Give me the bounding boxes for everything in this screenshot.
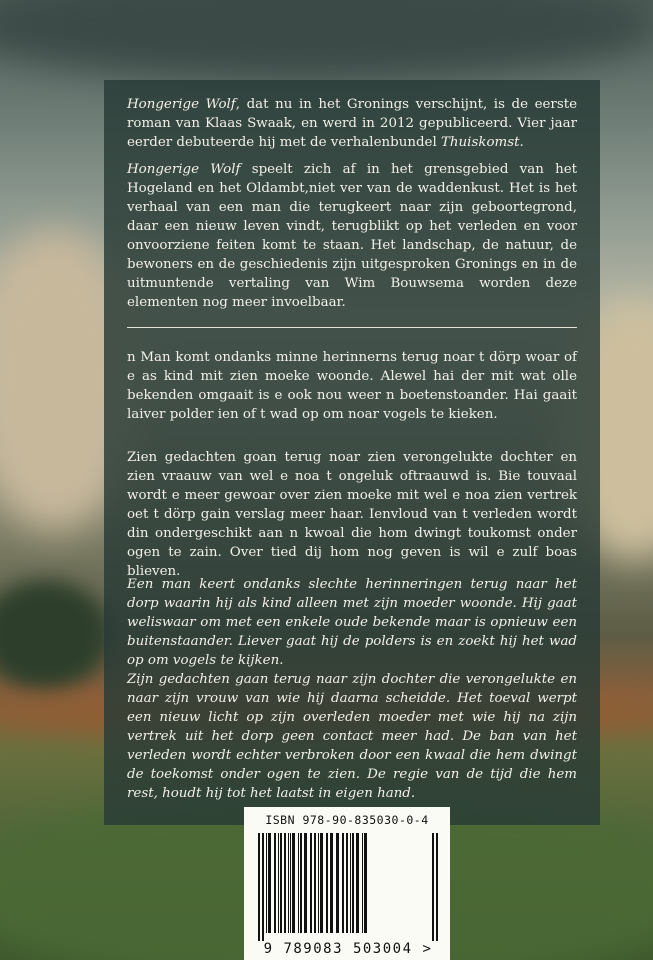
barcode-block [244,807,450,960]
barcode-bar [432,833,434,941]
intro-run: Hongerige Wolf [127,97,236,112]
barcode-bar [314,833,316,933]
intro-run: , dat nu in het Gronings verschijnt, is de eerste roman van Klaas Swaak, en werd in 2012 gepubliceerd. Vier jaar eerder debuteerde hij met de verhalenbundel [127,97,578,150]
barcode-bar [336,833,339,933]
barcode-bar [346,833,348,933]
barcode-bar [356,833,359,933]
barcode-bar [330,833,333,933]
barcode-bar [288,833,289,933]
gronings-paragraph-1: n Man komt ondanks minne herinnerns terug noar t dörp woar of e as kind mit zien moeke woonde. Alewel hai der mit wat olle bekenden omgaait is e ook nou weer n boetenstoander. Hai gaait laiver polder ien of t wad op om noar vogels te kieken. [127,350,577,422]
barcode-bar [284,833,286,933]
tree-silhouette [0,580,110,690]
barcode-bar [262,833,264,941]
barcode-bar [268,833,271,933]
intro-run: speelt zich af in het grensgebied van het Hogeland en het Oldambt,niet ver van de waddenkust. Het is het verhaal van een man die terugkeert naar zijn geboortegrond, daar een nieuw leven vindt, terugblikt op het verleden en voor onvoorziene feiten komt te staan. Het landschap, de natuur, de bewoners en de geschiedenis zijn uitgesproken Gronings en in de uitmuntende vertaling van Wim Bouwsema worden deze elementen nog meer invoelbaar. [127,162,578,310]
barcode-bar [436,833,438,941]
barcode-bar [352,833,354,933]
divider-line [127,327,577,328]
barcode-bar [362,833,363,933]
dutch-paragraph-2: Zijn gedachten gaan terug naar zijn dochter die verongelukte en naar zijn vrouw van wie hij daarna scheidde. Het toeval werpt een nieuw licht op zijn overleden moeder met wie hij na zijn vertrek uit het dorp geen contact meer had. De ban van het verleden wordt echter verbroken door een kwaal die hem dwingt de toekomst onder ogen te zien. De regie van de tijd die hem rest, houdt hij tot het laatst in eigen hand. [127,672,577,801]
barcode-bar [320,833,323,933]
barcode-bar [326,833,328,933]
gronings-paragraph-2: Zien gedachten goan terug noar zien verongelukte dochter en zien vraauw van wel e noa t ongeluk oftraauwd is. Bie touvaal wordt e meer gewoar over zien moeke mit wel e noa zien vertrek oet t dörp gain verslag meer haar. Ienvloud van t verleden wordt din ondergeschikt aan n kwoal die hom dwingt toukomst onder ogen te zain. Over tied dij hom nog geven is wil e zulf boas blieven. [127,450,577,579]
intro-run: Hongerige Wolf [127,162,241,177]
isbn-label: ISBN 978-90-835030-0-4 [265,813,429,827]
barcode-bar [318,833,319,933]
barcode-bar [258,833,260,941]
barcode-bar [290,833,291,933]
barcode-bar [298,833,299,933]
barcode-bar [266,833,267,933]
intro-run: Thuiskomst [441,135,520,150]
barcode-bar [364,833,367,933]
barcode-bar [278,833,279,933]
barcode-bar [350,833,351,933]
barcode-bar [304,833,307,933]
barcode-icon [256,833,438,943]
intro-paragraph-1 [127,95,577,152]
dark-cloud [0,0,653,80]
dutch-paragraph-1: Een man keert ondanks slechte herinneringen terug naar het dorp waarin hij als kind alleen met zijn moeder woonde. Hij gaat weliswaar om met een enkele oude bekende maar is opnieuw een buitenstaander. Liever gaat hij de polders is en zoekt hij het wad op om vogels te kijken. [127,577,577,668]
barcode-bar [310,833,312,933]
barcode-bar [274,833,276,933]
barcode-bar [300,833,302,933]
barcode-bar [292,833,295,933]
barcode-bar [342,833,344,933]
intro-paragraph-2 [127,160,577,312]
barcode-bar [280,833,282,933]
intro-run: . [519,135,524,150]
barcode-digits: 9 789083 503004 > [263,941,433,957]
